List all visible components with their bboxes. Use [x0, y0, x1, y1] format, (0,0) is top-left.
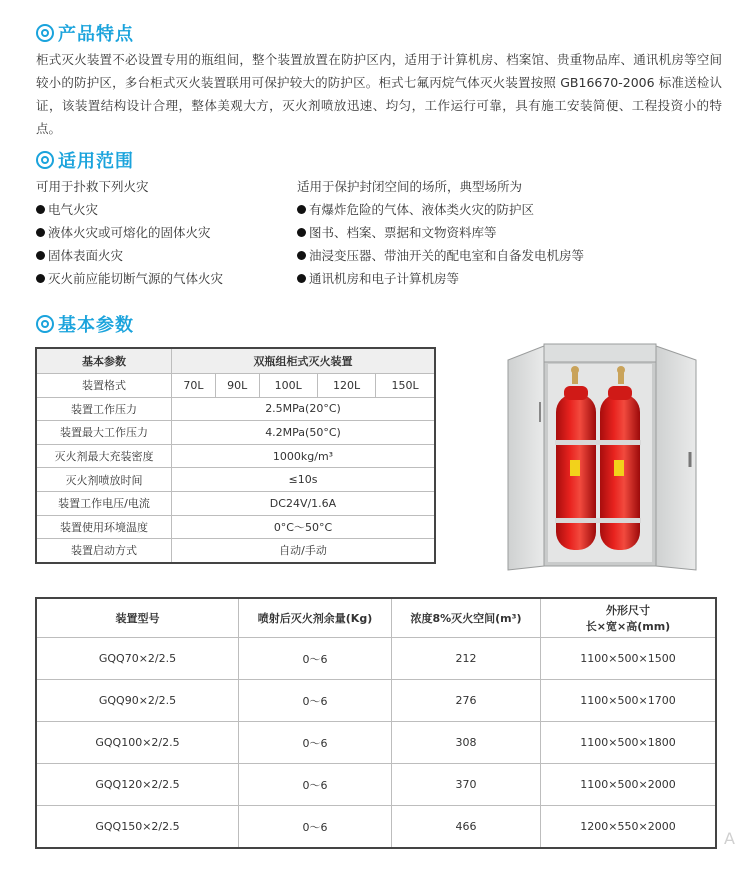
table-cell: DC24V/1.6A — [172, 491, 436, 515]
table-cell: 灭火剂最大充装密度 — [36, 444, 172, 468]
table-cell: 1000kg/m³ — [172, 444, 436, 468]
table-header-cell: 装置型号 — [36, 598, 239, 638]
table-row — [36, 468, 435, 492]
bullet-icon — [36, 205, 45, 214]
scope-title: 适用范围 — [58, 151, 134, 172]
table-cell: 70L — [172, 374, 216, 398]
table-cell: 灭火剂喷放时间 — [36, 468, 172, 492]
target-icon — [36, 315, 54, 333]
table-cell: 0°C～50°C — [172, 515, 436, 539]
table-row — [36, 444, 435, 468]
models-table — [35, 597, 717, 849]
table-row — [36, 598, 716, 638]
features-paragraph: 柜式灭火装置不必设置专用的瓶组间，整个装置放置在防护区内，适用于计算机房、档案馆、贵重物品库、通讯机房等空间较小的防护区，多台柜式灭火装置联用可保护较大的防护区。柜式七氟丙烷气体灭火装置按照 GB16670-2006 标准送检认证，该装置结构设计合理，整体美观大方，灭火剂喷放迅速、均匀，工作运行可靠，具有施工安装简便、工程投资小的特点。 — [36, 52, 722, 136]
list-item: 电气火灾 — [36, 198, 223, 221]
fire-extinguisher-cabinet-image — [500, 342, 704, 572]
table-cell: 150L — [376, 374, 435, 398]
table-cell: 装置格式 — [36, 374, 172, 398]
table-row: GQQ150×2/2.5 0～6 466 1200×550×2000 — [36, 806, 716, 849]
table-cell: 装置启动方式 — [36, 539, 172, 563]
scope-left-column — [36, 175, 223, 290]
table-row: GQQ90×2/2.5 0～6 276 1100×500×1700 — [36, 680, 716, 722]
list-item: 油浸变压器、带油开关的配电室和自备发电机房等 — [297, 244, 584, 267]
list-item: 通讯机房和电子计算机房等 — [297, 267, 584, 290]
target-icon — [36, 24, 54, 42]
table-row — [36, 421, 435, 445]
table-row: GQQ100×2/2.5 0～6 308 1100×500×1800 — [36, 722, 716, 764]
features-title: 产品特点 — [58, 24, 134, 45]
bullet-icon — [36, 228, 45, 237]
bullet-icon — [297, 251, 306, 260]
bullet-icon — [297, 228, 306, 237]
table-cell: 装置工作电压/电流 — [36, 491, 172, 515]
table-cell: 装置使用环境温度 — [36, 515, 172, 539]
table-cell: 2.5MPa(20°C) — [172, 397, 436, 421]
table-cell: 装置工作压力 — [36, 397, 172, 421]
table-row — [36, 491, 435, 515]
table-row: GQQ70×2/2.5 0～6 212 1100×500×1500 — [36, 638, 716, 680]
features-heading — [36, 20, 134, 46]
scope-heading — [36, 147, 134, 173]
table-header-cell: 双瓶组柜式灭火装置 — [172, 348, 436, 374]
table-cell: ≤10s — [172, 468, 436, 492]
table-cell: 4.2MPa(50°C) — [172, 421, 436, 445]
watermark: A — [724, 829, 735, 848]
scope-left-heading: 可用于扑救下列火灾 — [36, 179, 149, 194]
list-item: 灭火前应能切断气源的气体火灾 — [36, 267, 223, 290]
table-cell: 90L — [215, 374, 259, 398]
table-cell: 120L — [317, 374, 375, 398]
bullet-icon — [297, 274, 306, 283]
bullet-icon — [36, 274, 45, 283]
table-row — [36, 515, 435, 539]
table-header-cell: 喷射后灭火剂余量(Kg) — [239, 598, 392, 638]
list-item: 有爆炸危险的气体、液体类火灾的防护区 — [297, 198, 584, 221]
table-header-cell: 外形尺寸 长×宽×高(mm) — [541, 598, 717, 638]
list-item: 液体火灾或可熔化的固体火灾 — [36, 221, 223, 244]
scope-right-heading: 适用于保护封闭空间的场所，典型场所为 — [297, 179, 523, 194]
table-cell: 装置最大工作压力 — [36, 421, 172, 445]
bullet-icon — [36, 251, 45, 260]
params-heading — [36, 311, 134, 337]
params-title: 基本参数 — [58, 315, 134, 336]
scope-right-column — [297, 175, 584, 290]
table-row: GQQ120×2/2.5 0～6 370 1100×500×2000 — [36, 764, 716, 806]
table-header-cell: 基本参数 — [36, 348, 172, 374]
table-row — [36, 539, 435, 563]
target-icon — [36, 151, 54, 169]
table-cell: 100L — [259, 374, 317, 398]
table-row — [36, 374, 435, 398]
bullet-icon — [297, 205, 306, 214]
table-cell: 自动/手动 — [172, 539, 436, 563]
list-item: 图书、档案、票据和文物资料库等 — [297, 221, 584, 244]
list-item: 固体表面火灾 — [36, 244, 223, 267]
params-table — [35, 347, 436, 564]
table-row — [36, 348, 435, 374]
table-header-cell: 浓度8%灭火空间(m³) — [392, 598, 541, 638]
table-row — [36, 397, 435, 421]
